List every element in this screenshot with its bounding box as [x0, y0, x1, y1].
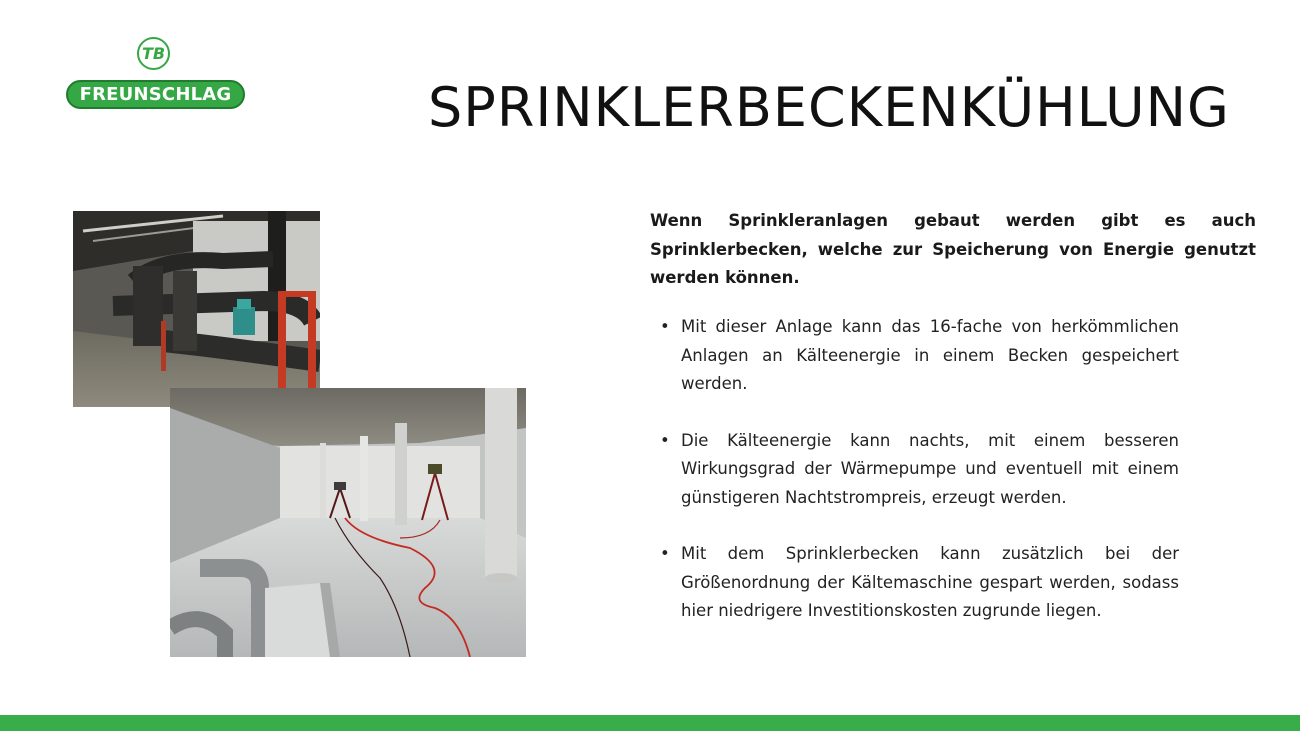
- logo-wordmark: FREUNSCHLAG: [66, 80, 245, 109]
- page-title: SPRINKLERBECKENKÜHLUNG: [428, 76, 1230, 139]
- bullet-dot: •: [660, 430, 670, 450]
- logo-monogram: TB: [137, 37, 170, 70]
- bullet-text: Mit dem Sprinklerbecken kann zusätzlich bei der Größenordnung der Kältemaschine gespart werden, sodass hier niedrigere Investitionskosten zugrunde liegen.: [681, 544, 1179, 620]
- list-item: [660, 313, 1179, 399]
- footer-bar: [0, 715, 1300, 731]
- bullet-dot: •: [660, 544, 670, 563]
- intro-paragraph: Wenn Sprinkleranlagen gebaut werden gibt es auch Sprinklerbecken, welche zur Speicherung von Energie genutzt werden können.: [650, 211, 1256, 287]
- pump-room-photo: [73, 211, 320, 407]
- bullet-text: Die Kälteenergie kann nachts, mit einem besseren Wirkungsgrad der Wärmepumpe und eventuell mit einem günstigeren Nachtstrompreis, erzeugt werden.: [681, 430, 1179, 507]
- sprinkler-basin-photo: [170, 388, 526, 657]
- bullet-dot: •: [660, 317, 670, 336]
- bullet-text: Mit dieser Anlage kann das 16-fache von herkömmlichen Anlagen an Kälteenergie in einem Becken gespeichert werden.: [681, 317, 1179, 393]
- bullet-list: [660, 313, 1179, 654]
- list-item: [660, 540, 1179, 626]
- company-logo: [66, 37, 246, 111]
- list-item: [660, 427, 1179, 513]
